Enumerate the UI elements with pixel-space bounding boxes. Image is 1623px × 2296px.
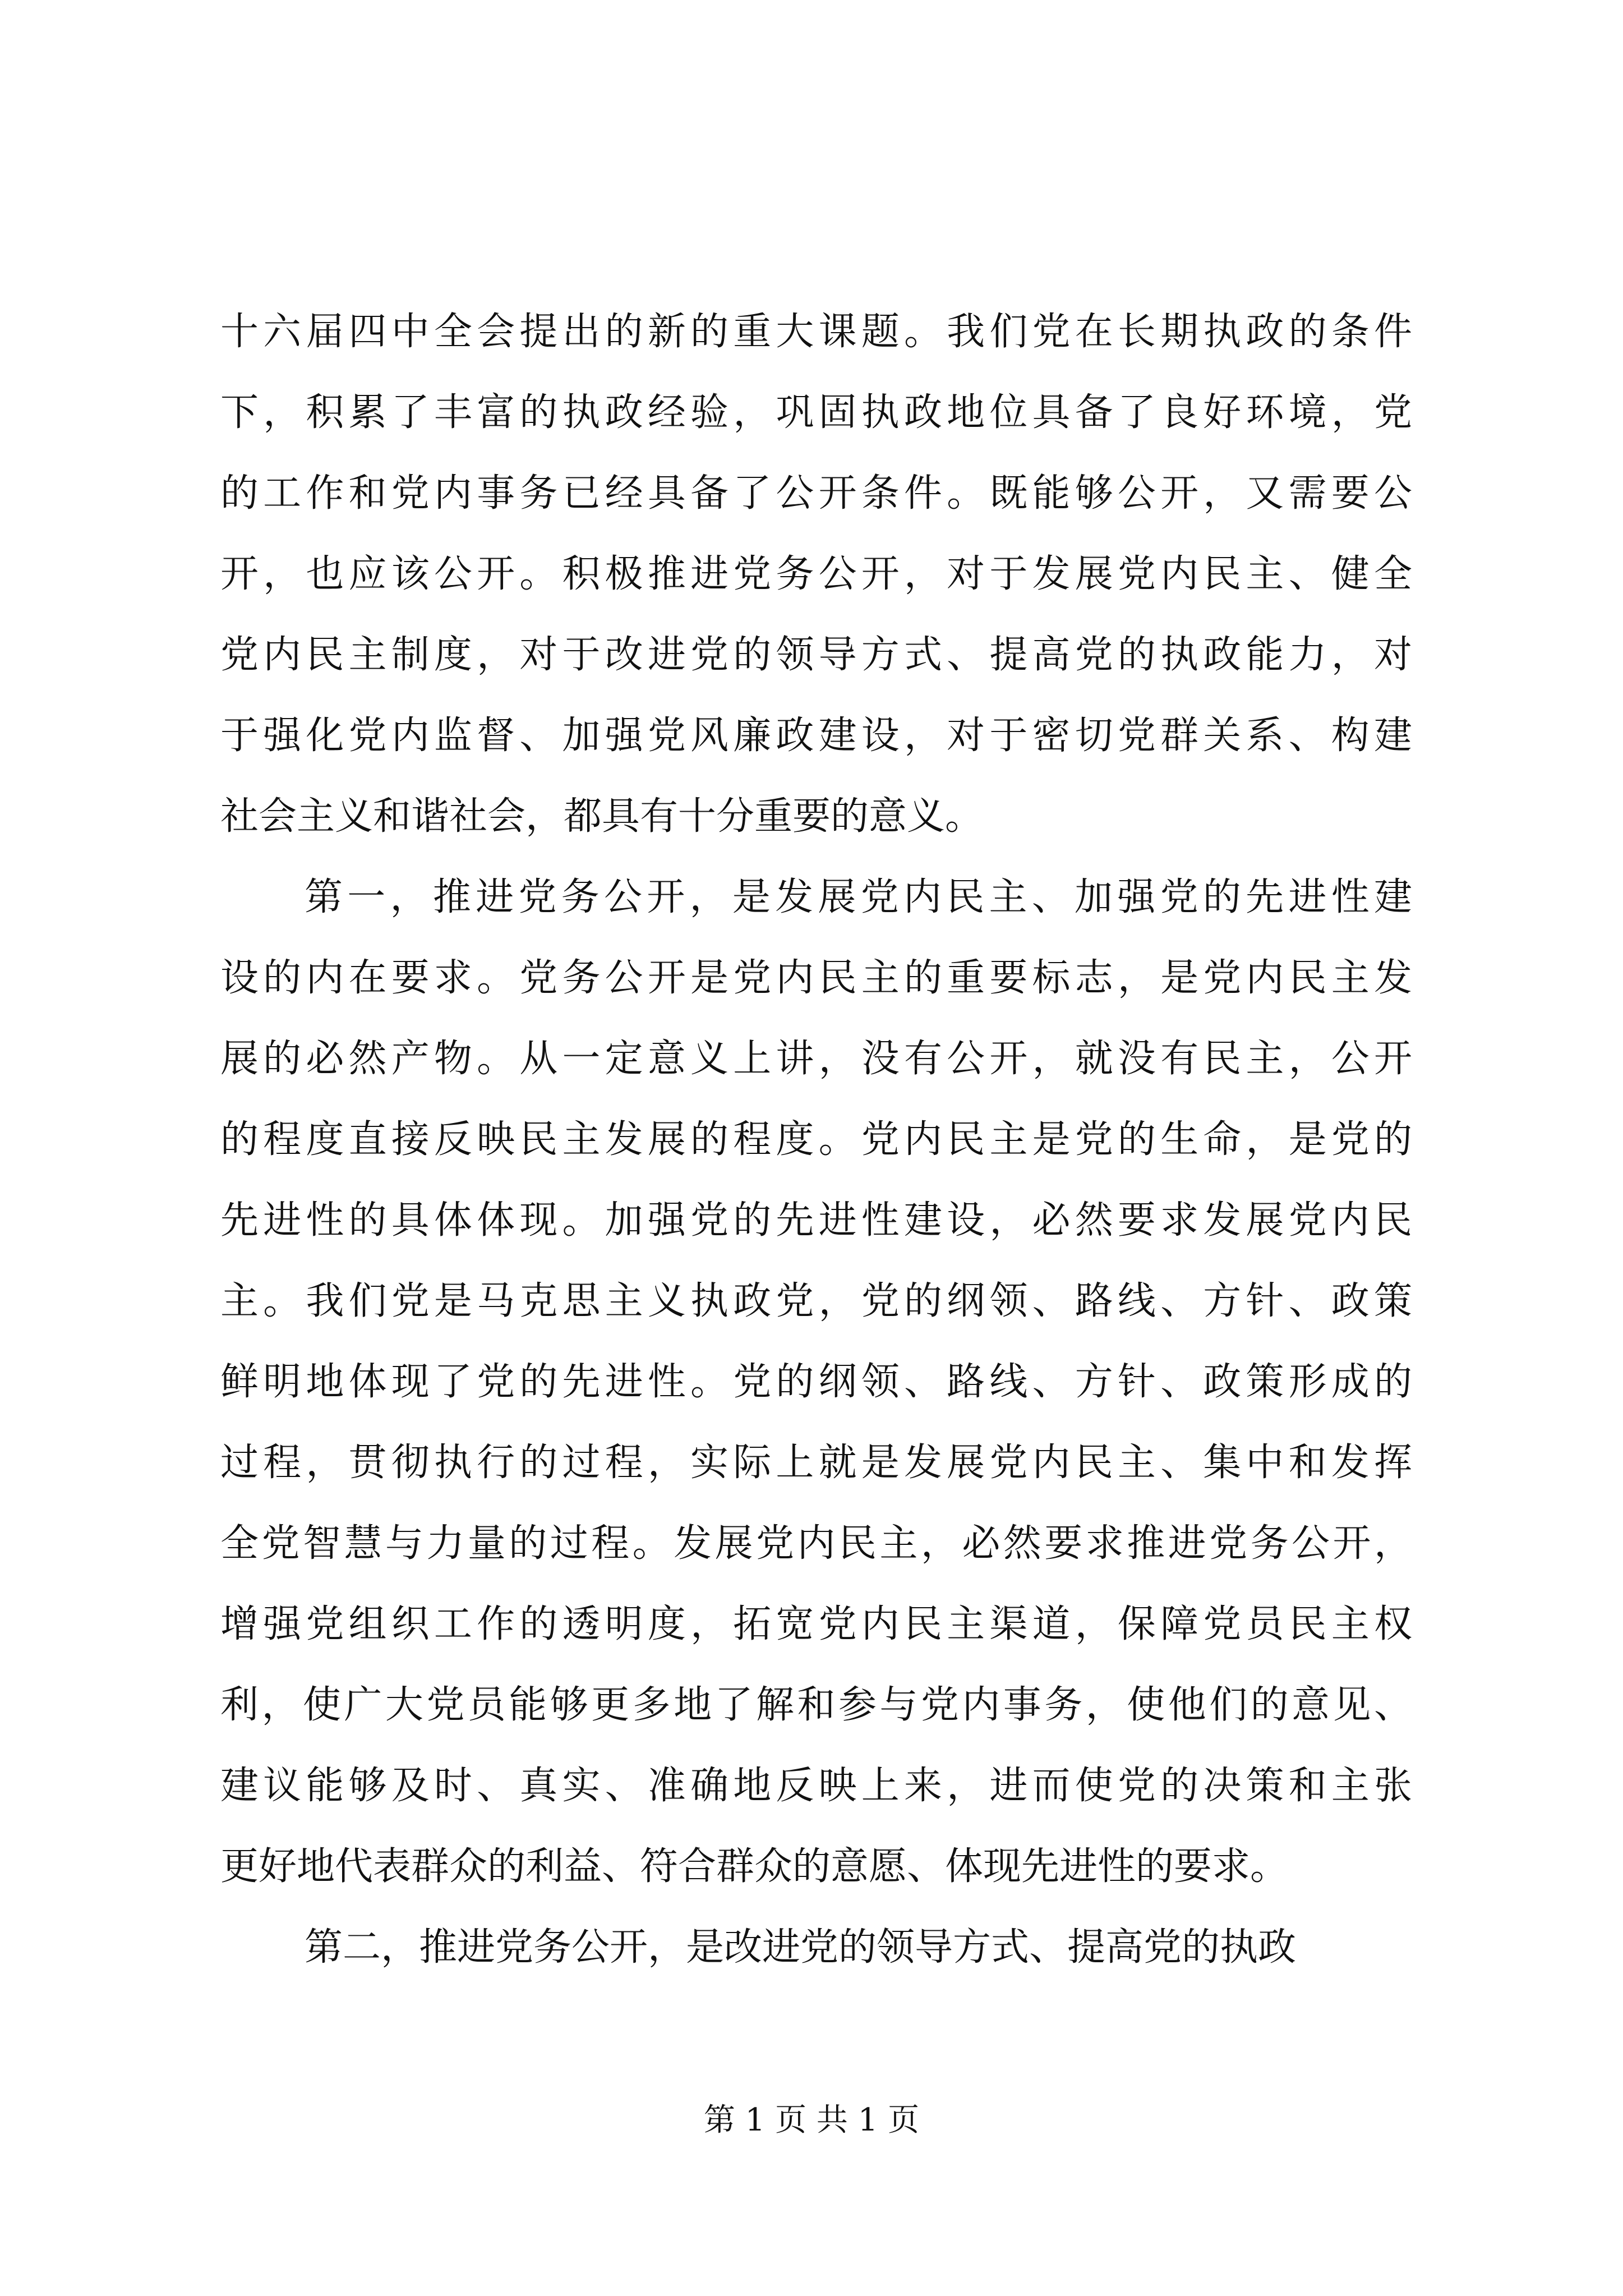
text-line: 建议能够及时、真实、准确地反映上来，进而使党的决策和主张: [220, 1764, 1412, 1808]
paragraph-first-line: 第二，推进党务公开，是改进党的领导方式、提高党的执政: [305, 1925, 1297, 1970]
text-line: 先进性的具体体现。加强党的先进性建设，必然要求发展党内民: [220, 1198, 1412, 1243]
text-line: 党内民主制度，对于改进党的领导方式、提高党的执政能力，对: [220, 633, 1412, 677]
paragraph-first-line: 第一，推进党务公开，是发展党内民主、加强党的先进性建: [305, 875, 1412, 919]
text-line: 利，使广大党员能够更多地了解和参与党内事务，使他们的意见、: [220, 1683, 1412, 1727]
text-line: 主。我们党是马克思主义执政党，党的纲领、路线、方针、政策: [220, 1279, 1412, 1323]
text-line: 的工作和党内事务已经具备了公开条件。既能够公开，又需要公: [220, 471, 1412, 516]
text-line: 的程度直接反映民主发展的程度。党内民主是党的生命，是党的: [220, 1117, 1412, 1162]
text-line: 下，积累了丰富的执政经验，巩固执政地位具备了良好环境，党: [220, 390, 1412, 435]
text-line: 十六届四中全会提出的新的重大课题。我们党在长期执政的条件: [220, 310, 1412, 354]
text-line: 鲜明地体现了党的先进性。党的纲领、路线、方针、政策形成的: [220, 1360, 1412, 1404]
text-line: 增强党组织工作的透明度，拓宽党内民主渠道，保障党员民主权: [220, 1602, 1412, 1646]
page-footer: 第 1 页 共 1 页: [703, 2102, 920, 2138]
text-line: 展的必然产物。从一定意义上讲，没有公开，就没有民主，公开: [220, 1037, 1412, 1081]
text-line: 更好地代表群众的利益、符合群众的意愿、体现先进性的要求。: [220, 1844, 1289, 1889]
text-line: 于强化党内监督、加强党风廉政建设，对于密切党群关系、构建: [220, 714, 1412, 758]
text-line: 全党智慧与力量的过程。发展党内民主，必然要求推进党务公开，: [220, 1521, 1412, 1566]
text-line: 开，也应该公开。积极推进党务公开，对于发展党内民主、健全: [220, 552, 1412, 596]
document-body: [220, 292, 1412, 1988]
text-line: 社会主义和谐社会，都具有十分重要的意义。: [220, 794, 984, 839]
text-line: 过程，贯彻执行的过程，实际上就是发展党内民主、集中和发挥: [220, 1441, 1412, 1485]
text-line: 设的内在要求。党务公开是党内民主的重要标志，是党内民主发: [220, 956, 1412, 1000]
